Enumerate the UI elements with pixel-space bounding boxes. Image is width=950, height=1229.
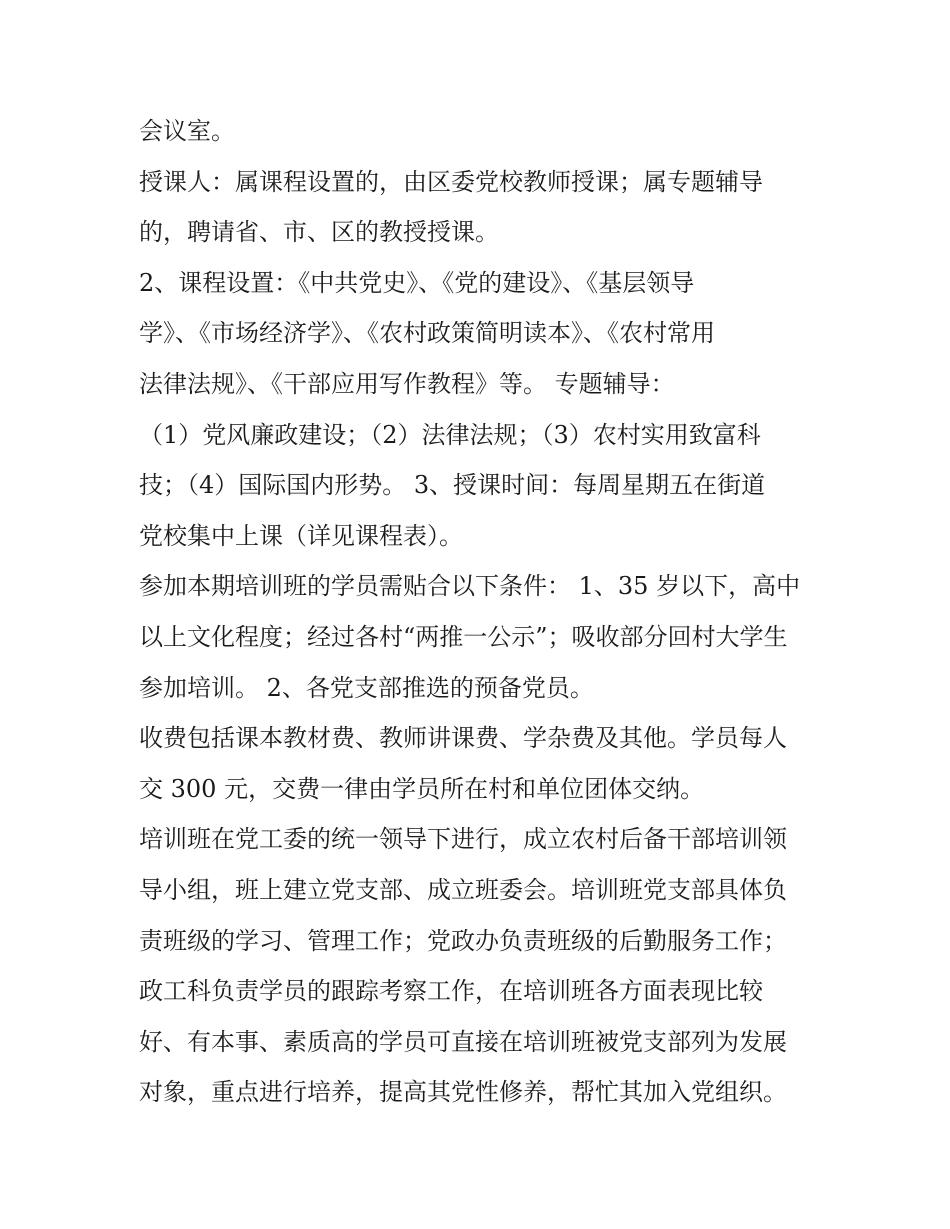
text-line: 责班级的学习、管理工作；党政办负责班级的后勤服务工作； (139, 926, 787, 955)
document-body (139, 106, 829, 1118)
text-line: 学》、《市场经济学》、《农村政策简明读本》、《农村常用 (139, 319, 715, 348)
text-line: 参加培训。 2、各党支部推选的预备党员。 (139, 673, 594, 702)
text-line: 的，聘请省、市、区的教授授课。 (139, 218, 499, 247)
text-line: 政工科负责学员的跟踪考察工作，在培训班各方面表现比较 (139, 977, 763, 1006)
text-line: 好、有本事、素质高的学员可直接在培训班被党支部列为发展 (139, 1027, 787, 1056)
text-line: 对象，重点进行培养，提高其党性修养，帮忙其加入党组织。 (139, 1078, 787, 1107)
text-line: 技；（4）国际国内形势。 3、授课时间：每周星期五在街道 (139, 471, 766, 500)
text-line: 培训班在党工委的统一领导下进行，成立农村后备干部培训领 (139, 825, 787, 854)
text-line: 法律法规》、《干部应用写作教程》等。 专题辅导： (139, 369, 675, 398)
text-line: 以上文化程度；经过各村“两推一公示”；吸收部分回村大学生 (139, 622, 788, 651)
text-line: 交 300 元，交费一律由学员所在村和单位团体交纳。 (139, 774, 705, 803)
text-line: 党校集中上课（详见课程表）。 (139, 521, 463, 550)
text-line: 导小组，班上建立党支部、成立班委会。培训班党支部具体负 (139, 875, 787, 904)
text-line: 会议室。 (139, 117, 235, 145)
text-line: 授课人：属课程设置的，由区委党校教师授课；属专题辅导 (139, 167, 763, 196)
text-line: （1）党风廉政建设；（2）法律法规；（3）农村实用致富科 (139, 420, 761, 449)
text-line: 2、课程设置：《中共党史》、《党的建设》、《基层领导 (139, 268, 695, 297)
text-line: 收费包括课本教材费、教师讲课费、学杂费及其他。学员每人 (139, 724, 787, 753)
text-line: 参加本期培训班的学员需贴合以下条件： 1、35 岁以下，高中 (139, 572, 801, 601)
